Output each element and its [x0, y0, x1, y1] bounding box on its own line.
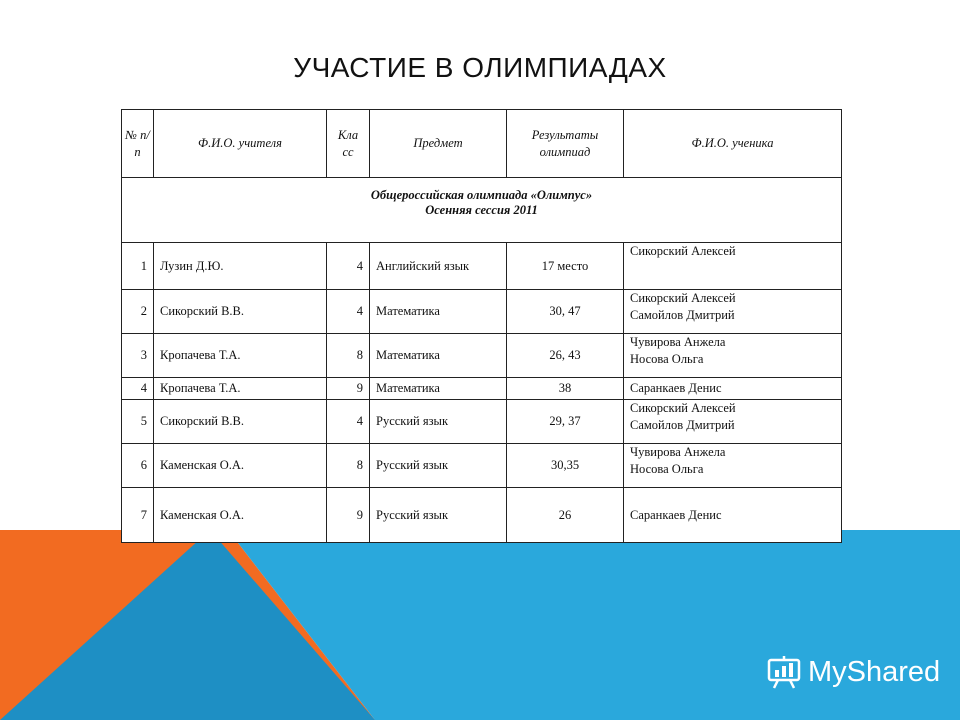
section-cell [122, 178, 842, 243]
cell-class: 8 [327, 444, 370, 488]
cell-students [624, 400, 842, 444]
header-teacher: Ф.И.О. учителя [154, 110, 327, 178]
cell-subject: Математика [370, 290, 507, 334]
cell-result: 30, 47 [507, 290, 624, 334]
cell-subject: Русский язык [370, 444, 507, 488]
cell-class: 4 [327, 243, 370, 290]
watermark [766, 654, 940, 690]
student-name: Самойлов Дмитрий [630, 307, 735, 322]
cell-result: 38 [507, 378, 624, 400]
cell-num: 4 [122, 378, 154, 400]
olympiad-table [121, 109, 842, 543]
header-num: № п/ п [122, 110, 154, 178]
student-name: Носова Ольга [630, 461, 704, 476]
header-subject: Предмет [370, 110, 507, 178]
cell-teacher: Сикорский В.В. [154, 290, 327, 334]
cell-subject: Русский язык [370, 488, 507, 543]
section-subtitle: Осенняя сессия 2011 [425, 203, 538, 217]
cell-num: 3 [122, 334, 154, 378]
cell-subject: Математика [370, 334, 507, 378]
cell-teacher: Каменская О.А. [154, 488, 327, 543]
cell-teacher: Кропачева Т.А. [154, 378, 327, 400]
cell-num: 6 [122, 444, 154, 488]
watermark-text: MyShared [808, 655, 941, 688]
student-name: Носова Ольга [630, 351, 704, 366]
cell-subject: Математика [370, 378, 507, 400]
table-header-row [122, 110, 842, 178]
cell-teacher: Каменская О.А. [154, 444, 327, 488]
student-name: Саранкаев Денис [630, 507, 722, 522]
cell-result: 17 место [507, 243, 624, 290]
slide-title: УЧАСТИЕ В ОЛИМПИАДАХ [293, 52, 667, 83]
cell-students [624, 334, 842, 378]
table-row [122, 334, 842, 378]
cell-result: 30,35 [507, 444, 624, 488]
cell-num: 5 [122, 400, 154, 444]
cell-num: 1 [122, 243, 154, 290]
header-student: Ф.И.О. ученика [624, 110, 842, 178]
cell-class: 9 [327, 378, 370, 400]
student-name: Сикорский Алексей [630, 244, 736, 258]
cell-num: 7 [122, 488, 154, 543]
table-row [122, 444, 842, 488]
section-row [122, 178, 842, 243]
cell-subject: Русский язык [370, 400, 507, 444]
student-name: Саранкаев Денис [630, 381, 722, 396]
cell-students [624, 378, 842, 400]
section-title: Общероссийская олимпиада «Олимпус» [370, 188, 593, 202]
cell-class: 8 [327, 334, 370, 378]
cell-result: 26 [507, 488, 624, 543]
student-name: Чувирова Анжела [630, 445, 726, 459]
cell-result: 26, 43 [507, 334, 624, 378]
cell-subject: Английский язык [370, 243, 507, 290]
cell-result: 29, 37 [507, 400, 624, 444]
cell-students [624, 444, 842, 488]
table-row [122, 290, 842, 334]
table-row [122, 243, 842, 290]
cell-teacher: Кропачева Т.А. [154, 334, 327, 378]
cell-students [624, 488, 842, 543]
student-name: Чувирова Анжела [630, 335, 726, 349]
cell-class: 4 [327, 290, 370, 334]
table-row [122, 488, 842, 543]
student-name: Сикорский Алексей [630, 401, 736, 415]
presentation-icon [766, 654, 802, 690]
cell-teacher: Лузин Д.Ю. [154, 243, 327, 290]
header-class: Кла сс [327, 110, 370, 178]
header-results: Результаты олимпиад [507, 110, 624, 178]
cell-num: 2 [122, 290, 154, 334]
table-row [122, 400, 842, 444]
student-name: Сикорский Алексей [630, 291, 736, 305]
cell-teacher: Сикорский В.В. [154, 400, 327, 444]
cell-students [624, 290, 842, 334]
table-row [122, 378, 842, 400]
cell-students [624, 243, 842, 290]
student-name: Самойлов Дмитрий [630, 417, 735, 432]
cell-class: 4 [327, 400, 370, 444]
cell-class: 9 [327, 488, 370, 543]
